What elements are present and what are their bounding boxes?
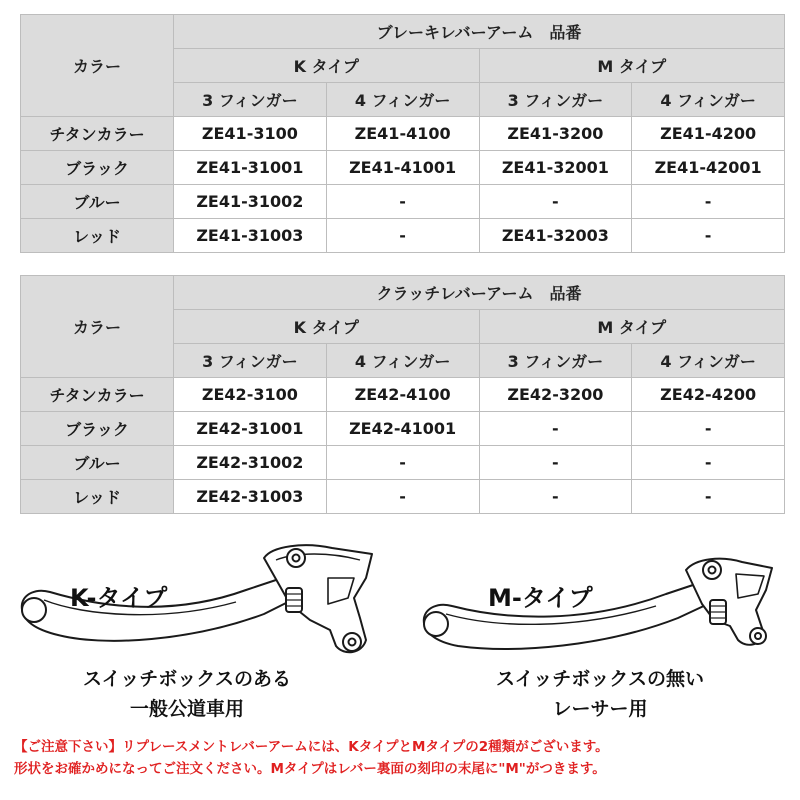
finger-header: 4 フィンガー bbox=[326, 344, 479, 378]
row-color: チタンカラー bbox=[21, 378, 174, 412]
row-color: ブラック bbox=[21, 151, 174, 185]
table-row bbox=[21, 185, 785, 219]
part-code: ZE41-42001 bbox=[632, 151, 785, 185]
table-row bbox=[21, 446, 785, 480]
k-type-caption-line2: 一般公道車用 bbox=[129, 698, 244, 720]
part-code: ZE41-31002 bbox=[174, 185, 327, 219]
part-code: ZE42-31001 bbox=[174, 412, 327, 446]
part-code: ZE41-41001 bbox=[326, 151, 479, 185]
type-header-k: K タイプ bbox=[174, 49, 480, 83]
table-row bbox=[21, 117, 785, 151]
m-type-caption bbox=[435, 664, 765, 724]
finger-header: 4 フィンガー bbox=[632, 83, 785, 117]
row-color: ブルー bbox=[21, 446, 174, 480]
part-code: ZE41-31001 bbox=[174, 151, 327, 185]
part-code: - bbox=[326, 219, 479, 253]
row-color: レッド bbox=[21, 219, 174, 253]
part-code: - bbox=[479, 412, 632, 446]
table-row bbox=[21, 378, 785, 412]
part-code: - bbox=[326, 185, 479, 219]
part-code: - bbox=[632, 412, 785, 446]
part-code: - bbox=[479, 185, 632, 219]
part-code: ZE41-32003 bbox=[479, 219, 632, 253]
row-color: ブラック bbox=[21, 412, 174, 446]
part-code: ZE41-4200 bbox=[632, 117, 785, 151]
part-code: ZE42-4200 bbox=[632, 378, 785, 412]
brake-lever-table bbox=[20, 14, 785, 253]
notice-line2: 形状をお確かめになってご注文ください。Mタイプはレバー裏面の刻印の末尾に"M"がつきます。 bbox=[14, 761, 606, 777]
part-code: - bbox=[479, 446, 632, 480]
finger-header: 3 フィンガー bbox=[174, 83, 327, 117]
k-type-label: K-タイプ bbox=[70, 584, 168, 612]
part-code: - bbox=[632, 480, 785, 514]
type-header-m: M タイプ bbox=[479, 49, 785, 83]
finger-header: 3 フィンガー bbox=[174, 344, 327, 378]
part-code: ZE41-3200 bbox=[479, 117, 632, 151]
type-header-m: M タイプ bbox=[479, 310, 785, 344]
notice-text bbox=[14, 736, 790, 780]
part-code: - bbox=[632, 185, 785, 219]
part-code: - bbox=[632, 219, 785, 253]
part-code: - bbox=[479, 480, 632, 514]
part-code: ZE41-3100 bbox=[174, 117, 327, 151]
part-code: ZE41-4100 bbox=[326, 117, 479, 151]
part-code: ZE41-32001 bbox=[479, 151, 632, 185]
k-type-caption-line1: スイッチボックスのある bbox=[82, 668, 292, 690]
part-code: - bbox=[326, 480, 479, 514]
clutch-lever-table bbox=[20, 275, 785, 514]
table-title: ブレーキレバーアーム 品番 bbox=[174, 15, 785, 49]
color-header: カラー bbox=[21, 276, 174, 378]
m-type-label: M-タイプ bbox=[488, 584, 593, 612]
part-code: ZE42-31003 bbox=[174, 480, 327, 514]
table-row bbox=[21, 480, 785, 514]
part-code: ZE42-3200 bbox=[479, 378, 632, 412]
type-header-k: K タイプ bbox=[174, 310, 480, 344]
part-code: ZE41-31003 bbox=[174, 219, 327, 253]
part-code: - bbox=[632, 446, 785, 480]
finger-header: 3 フィンガー bbox=[479, 344, 632, 378]
part-code: ZE42-3100 bbox=[174, 378, 327, 412]
finger-header: 4 フィンガー bbox=[326, 83, 479, 117]
part-code: ZE42-4100 bbox=[326, 378, 479, 412]
table-row bbox=[21, 219, 785, 253]
row-color: レッド bbox=[21, 480, 174, 514]
part-code: - bbox=[326, 446, 479, 480]
table-row bbox=[21, 151, 785, 185]
color-header: カラー bbox=[21, 15, 174, 117]
row-color: チタンカラー bbox=[21, 117, 174, 151]
finger-header: 4 フィンガー bbox=[632, 344, 785, 378]
row-color: ブルー bbox=[21, 185, 174, 219]
m-type-lever-icon bbox=[416, 548, 786, 668]
notice-line1: 【ご注意下さい】リプレースメントレバーアームには、KタイプとMタイプの2種類がございます。 bbox=[14, 739, 609, 755]
table-title: クラッチレバーアーム 品番 bbox=[174, 276, 785, 310]
part-code: ZE42-31002 bbox=[174, 446, 327, 480]
part-code: ZE42-41001 bbox=[326, 412, 479, 446]
m-type-caption-line2: レーサー用 bbox=[552, 698, 648, 720]
m-type-caption-line1: スイッチボックスの無い bbox=[495, 668, 705, 690]
finger-header: 3 フィンガー bbox=[479, 83, 632, 117]
table-row bbox=[21, 412, 785, 446]
k-type-caption bbox=[22, 664, 352, 724]
